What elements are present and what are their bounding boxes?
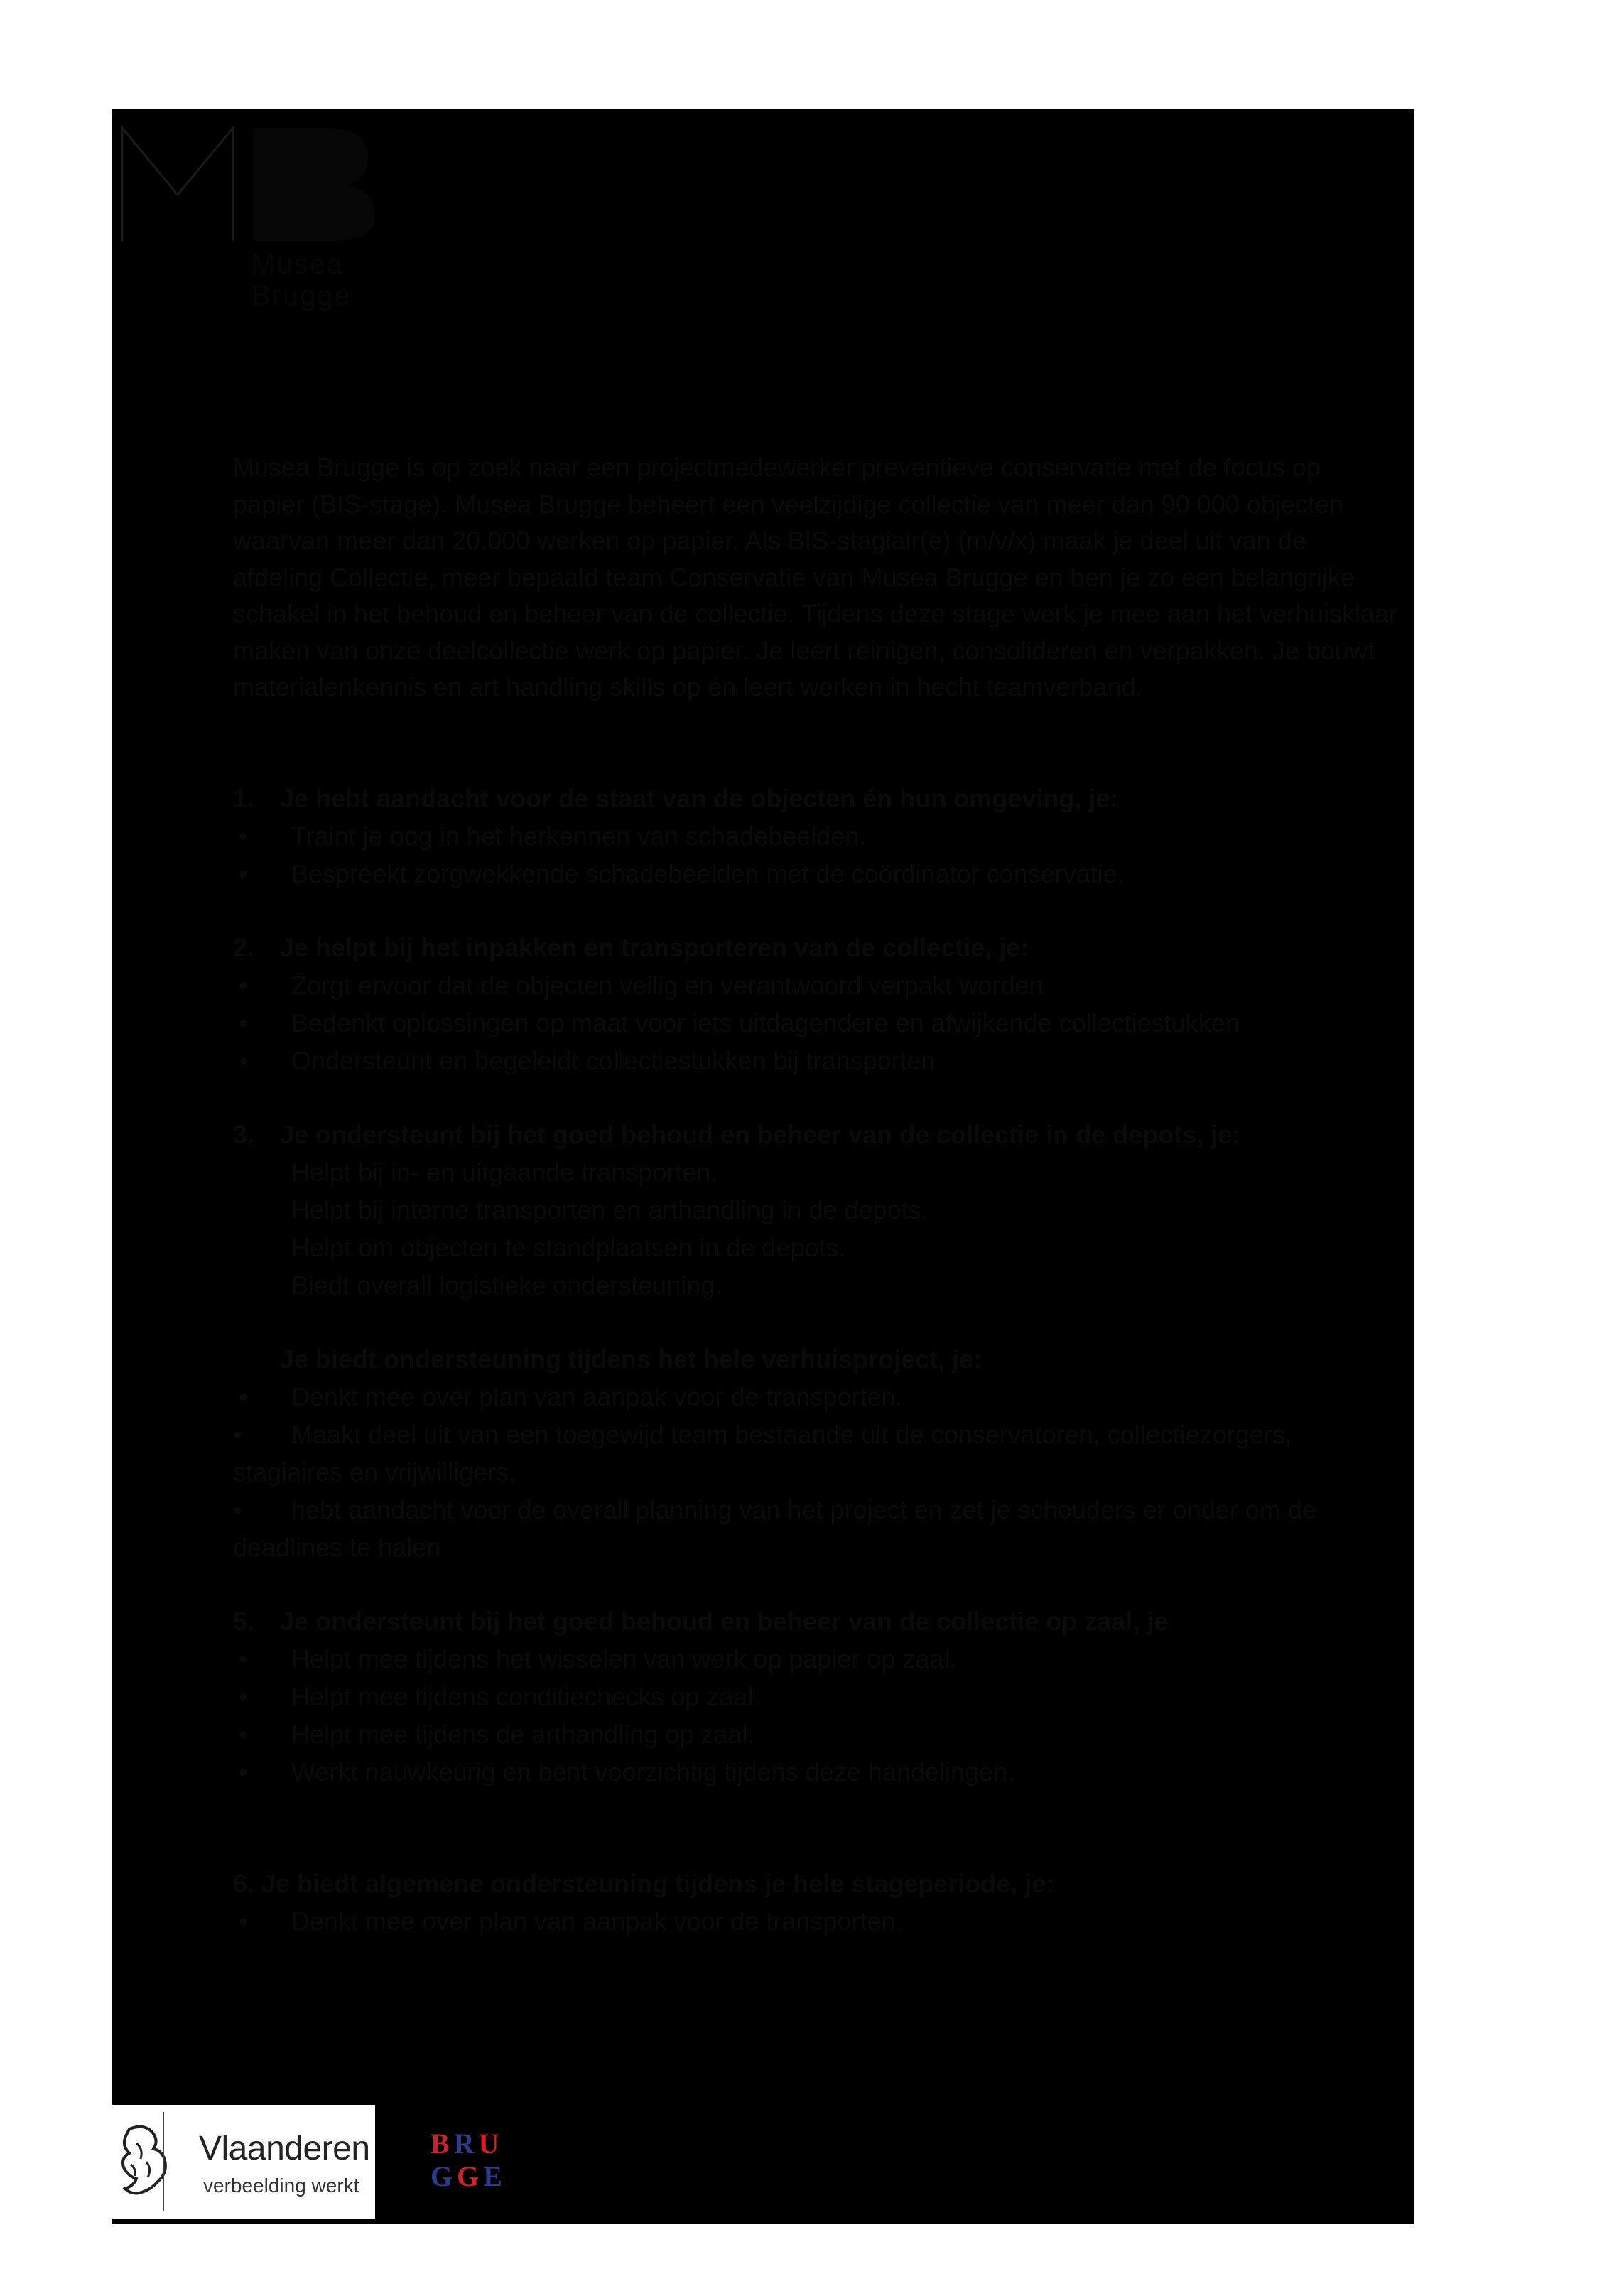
logo-wordmark — [251, 249, 352, 311]
list-item: Helpt bij in- en uitgaande transporten. — [291, 1157, 718, 1187]
list-item: • Zorgt ervoor dat de objecten veilig en verantwoord verpakt worden — [233, 966, 1398, 1004]
vlaanderen-logo — [112, 2105, 375, 2219]
bullet: • — [239, 1906, 248, 1936]
brugge-row-2: GGE — [431, 2160, 507, 2192]
section-number: 3. — [233, 1119, 255, 1149]
list-item: • Denkt mee over plan van aanpak voor de transporten. — [233, 1902, 1398, 1940]
list-item: Helpt bij interne transporten en arthandling in de depots. — [291, 1195, 929, 1224]
section-title: 6. Je biedt algemene ondersteuning tijdens je hele stageperiode, je: — [233, 1868, 1055, 1898]
list-item: • Maakt deel uit van een toegewijd team bestaande uit de conservatoren, collectiezorgers, stagiaires en vrijwilligers. — [233, 1416, 1398, 1491]
section-heading — [233, 780, 1398, 817]
section-heading — [233, 1865, 1398, 1902]
document-page — [112, 109, 1414, 2224]
section-number: 2. — [233, 932, 255, 962]
section-2 — [233, 929, 1398, 1079]
section-heading — [233, 1116, 1398, 1153]
bullet: • — [239, 1381, 248, 1411]
document-body — [233, 449, 1398, 1940]
section-6 — [233, 1865, 1398, 1940]
list-item: • Traint je oog in het herkennen van schadebeelden. — [233, 817, 1398, 855]
bullet: • — [239, 1045, 248, 1075]
list-item: • Helpt mee tijdens het wisselen van werk op papier op zaal. — [233, 1640, 1398, 1678]
logo-separator — [162, 2112, 165, 2211]
section-heading — [233, 1602, 1398, 1640]
bullet: • — [239, 858, 248, 888]
section-number: 5. — [233, 1606, 255, 1636]
list-item: • Werkt nauwkeurig en bent voorzichtig tijdens deze handelingen. — [233, 1753, 1398, 1791]
section-heading — [233, 1340, 1398, 1378]
bullet: • — [233, 1494, 242, 1524]
list-item: • Bespreekt zorgwekkende schadebeelden met de coördinator conservatie. — [233, 855, 1398, 893]
bullet: • — [239, 1681, 248, 1711]
bullet: • — [239, 1757, 248, 1786]
bullet: • — [239, 821, 248, 851]
section-title: Je ondersteunt bij het goed behoud en beheer van de collectie in de depots, je: — [280, 1119, 1241, 1149]
vlaanderen-name: Vlaanderen — [199, 2130, 370, 2167]
bullet: • — [233, 1419, 242, 1449]
section-title: Je helpt bij het inpakken en transporteren van de collectie, je: — [280, 932, 1029, 962]
intro-paragraph: Musea Brugge is op zoek naar een projectmedewerker preventieve conservatie met de focus op papier (BIS-stage). Musea Brugge beheert een veelzijdige collectie van meer dan 90 000 objecten waarvan meer dan 20.000 werken op papier. Als BIS-stagiair(e) (m/v/x) maak je deel uit van de afdeling Collectie, meer bepaald team Conservatie van Musea Brugge en ben je zo een belangrijke schakel in het behoud en beheer van de collectie. Tijdens deze stage werk je mee aan het verhuisklaar maken van onze deelcollectie werk op papier. Je leert reinigen, consolideren en verpakken. Je bouwt materialenkennis en art handling skills op én leert werken in hecht teamverband. — [233, 453, 1398, 701]
section-title: Je hebt aandacht voor de staat van de objecten én hun omgeving, je: — [280, 783, 1119, 813]
logo-line-1: Musea — [251, 249, 345, 280]
section-4 — [233, 1340, 1398, 1566]
section-title: Je biedt ondersteuning tijdens het hele verhuisproject, je: — [280, 1344, 982, 1374]
section-number — [233, 1340, 280, 1378]
brugge-logo — [431, 2128, 507, 2199]
bullet: • — [239, 970, 248, 1000]
list-item: • Helpt mee tijdens de arthandling op zaal. — [233, 1715, 1398, 1753]
section-title: Je ondersteunt bij het goed behoud en beheer van de collectie op zaal, je — [280, 1606, 1169, 1636]
list-item: • Helpt mee tijdens conditiechecks op zaal. — [233, 1678, 1398, 1715]
bullet: • — [239, 1008, 248, 1037]
vlaanderen-tagline: verbeelding werkt — [203, 2174, 359, 2197]
brugge-row-1: BRU — [431, 2128, 504, 2160]
section-number: 1. — [233, 783, 255, 813]
bullet: • — [239, 1644, 248, 1674]
list-item: Helpt om objecten te standplaatsen in de depots. — [291, 1232, 846, 1262]
logo-line-2: Brugge — [251, 280, 352, 311]
section-5 — [233, 1602, 1398, 1791]
list-item: • Ondersteunt en begeleidt collectiestukken bij transporten — [233, 1042, 1398, 1079]
section-1 — [233, 780, 1398, 893]
list-item: Biedt overall logistieke ondersteuning. — [291, 1270, 722, 1300]
list-item: • Bedenkt oplossingen op maat voor iets uitdagendere en afwijkende collectiestukken — [233, 1004, 1398, 1042]
list-item: • hebt aandacht voor de overall planning van het project en zet je schouders er onder om de deadlines te halen — [233, 1491, 1398, 1566]
list-item: • Denkt mee over plan van aanpak voor de transporten. — [233, 1378, 1398, 1416]
section-3 — [233, 1116, 1398, 1304]
section-heading — [233, 929, 1398, 966]
bullet: • — [239, 1719, 248, 1749]
